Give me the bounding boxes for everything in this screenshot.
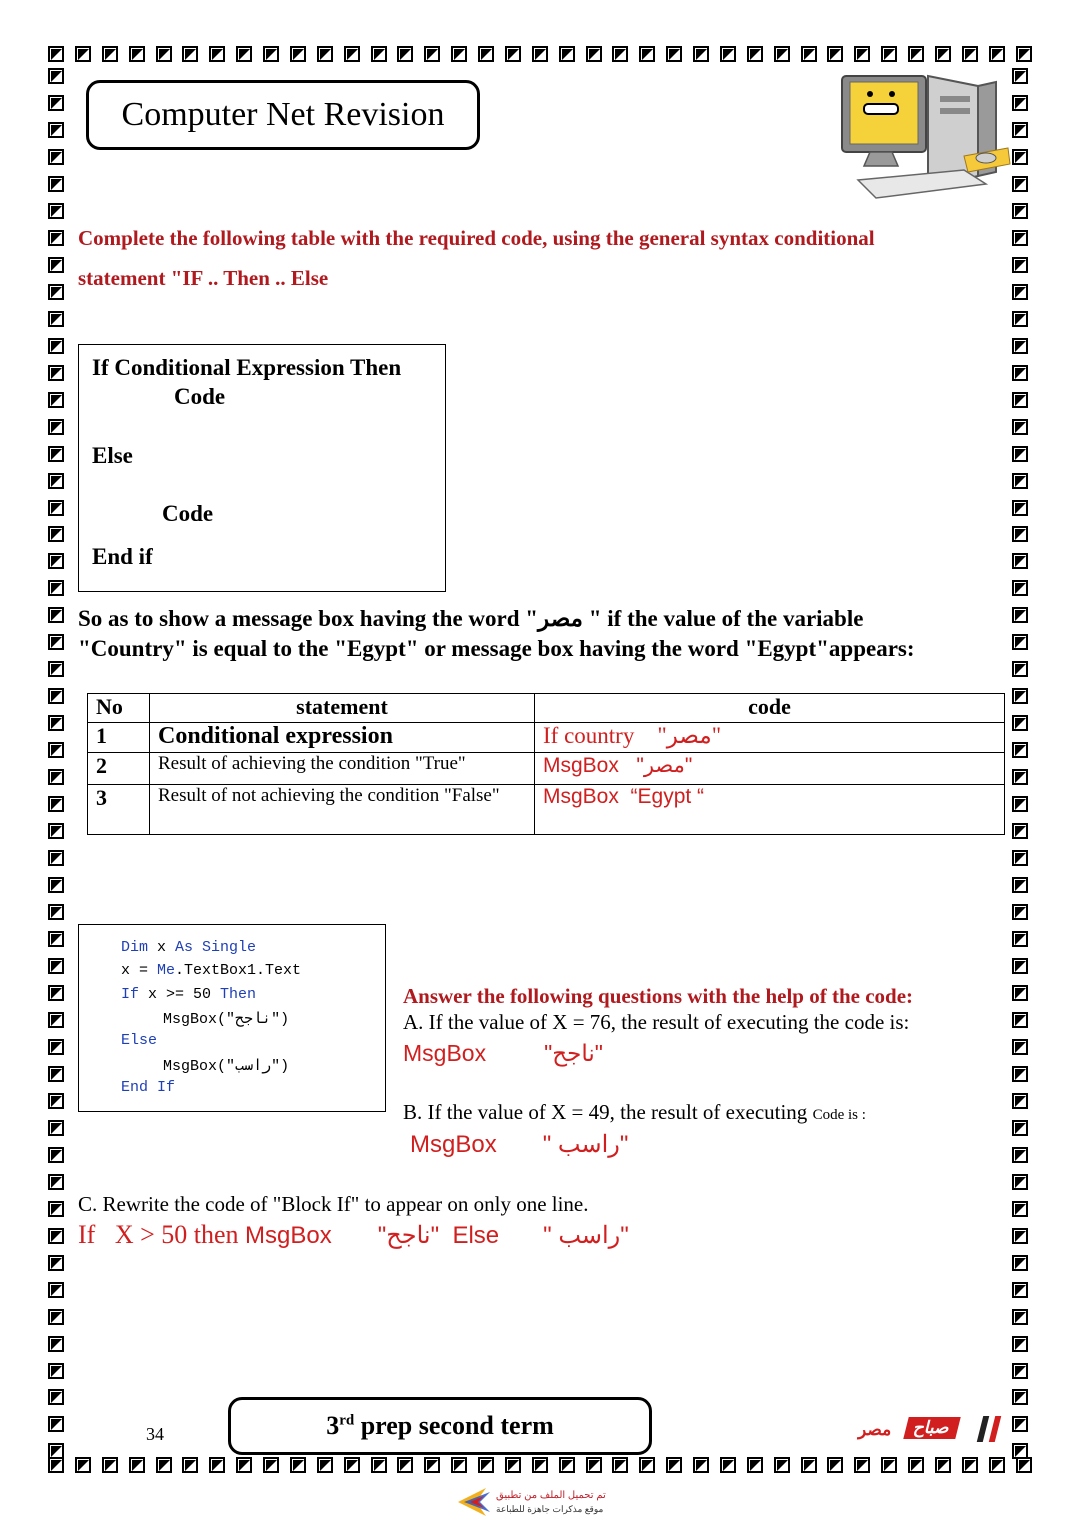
code-snippet-box — [78, 924, 386, 1112]
code-table — [87, 693, 1005, 835]
header-no: No — [88, 694, 150, 723]
page-title-box — [86, 80, 480, 150]
cell-code: MsgBox "مصر" — [535, 753, 1005, 785]
syntax-line-2: Code — [174, 384, 226, 409]
question-line-1: So as to show a message box having the word "مصر " if the value of the variable — [78, 606, 864, 631]
question-b: B. If the value of X = 49, the result of executing Code is : — [403, 1100, 866, 1124]
question-a: A. If the value of X = 76, the result of executing the code is: — [403, 1010, 910, 1034]
header-statement: statement — [150, 694, 535, 723]
syntax-line-3: Else — [92, 443, 133, 468]
footer-grade-box — [228, 1397, 652, 1455]
question-c: C. Rewrite the code of "Block If" to appear on only one line. — [78, 1192, 589, 1216]
cell-no: 3 — [88, 785, 150, 835]
logo-slash-icon — [989, 1416, 1001, 1442]
syntax-line-4: Code — [162, 501, 214, 526]
syntax-box — [78, 344, 446, 592]
code-line-1: Dim x As Single — [121, 939, 257, 956]
table-row — [88, 723, 1005, 753]
cell-statement: Result of achieving the condition "True" — [150, 753, 535, 785]
cell-statement: Conditional expression — [150, 723, 535, 753]
answers-heading: Answer the following questions with the help of the code: — [403, 984, 914, 1008]
table-header-row — [88, 694, 1005, 723]
code-line-3: If x >= 50 Then — [121, 986, 257, 1003]
table-row — [88, 785, 1005, 835]
instruction-line-2: statement "IF .. Then .. Else — [78, 266, 329, 290]
footer-grade: 3rd prep second term — [326, 1411, 554, 1440]
computer-illustration-icon — [836, 72, 1012, 202]
table-row — [88, 753, 1005, 785]
watermark-line-2: موقع مذكرات جاهزة للطباعة — [496, 1504, 604, 1514]
cell-code: If country "مصر" — [535, 723, 1005, 753]
code-line-6: MsgBox("راسب") — [163, 1058, 290, 1075]
watermark-line-1: تم تحميل الملف من تطبيق — [496, 1490, 606, 1501]
logo-slash-icon — [977, 1416, 989, 1442]
header-code: code — [535, 694, 1005, 723]
cell-statement: Result of not achieving the condition "False" — [150, 785, 535, 835]
code-line-7: End If — [121, 1079, 176, 1096]
syntax-line-1: If Conditional Expression Then — [92, 355, 402, 380]
page-border-right — [1012, 68, 1034, 1460]
answer-c: If X > 50 then MsgBox "ناجح" Else " راسب" — [78, 1220, 629, 1249]
cell-no: 1 — [88, 723, 150, 753]
code-line-2: x = Me.TextBox1.Text — [121, 962, 302, 979]
page-border-bottom — [48, 1457, 1032, 1479]
code-line-5: Else — [121, 1032, 158, 1049]
answer-a: MsgBox "ناجح" — [403, 1040, 603, 1066]
app-logo-icon — [456, 1486, 492, 1518]
question-line-2: "Country" is equal to the "Egypt" or message box having the word "Egypt"appears: — [78, 636, 915, 661]
instruction-line-1: Complete the following table with the required code, using the general syntax conditional — [78, 226, 875, 250]
cell-code: MsgBox “Egypt “ — [535, 785, 1005, 835]
page-border-top — [48, 46, 1032, 68]
code-line-4: MsgBox("ناجح") — [163, 1011, 290, 1028]
page-border-left — [48, 68, 70, 1460]
cell-no: 2 — [88, 753, 150, 785]
page-title: Computer Net Revision — [121, 96, 445, 133]
syntax-line-5: End if — [92, 544, 153, 569]
answer-b: MsgBox " راسب" — [410, 1131, 629, 1158]
brand-logo — [856, 1416, 1006, 1446]
page-number: 34 — [146, 1424, 164, 1444]
logo-text-misr: مصر — [858, 1420, 892, 1439]
logo-text-sabah: صباح — [903, 1417, 960, 1439]
